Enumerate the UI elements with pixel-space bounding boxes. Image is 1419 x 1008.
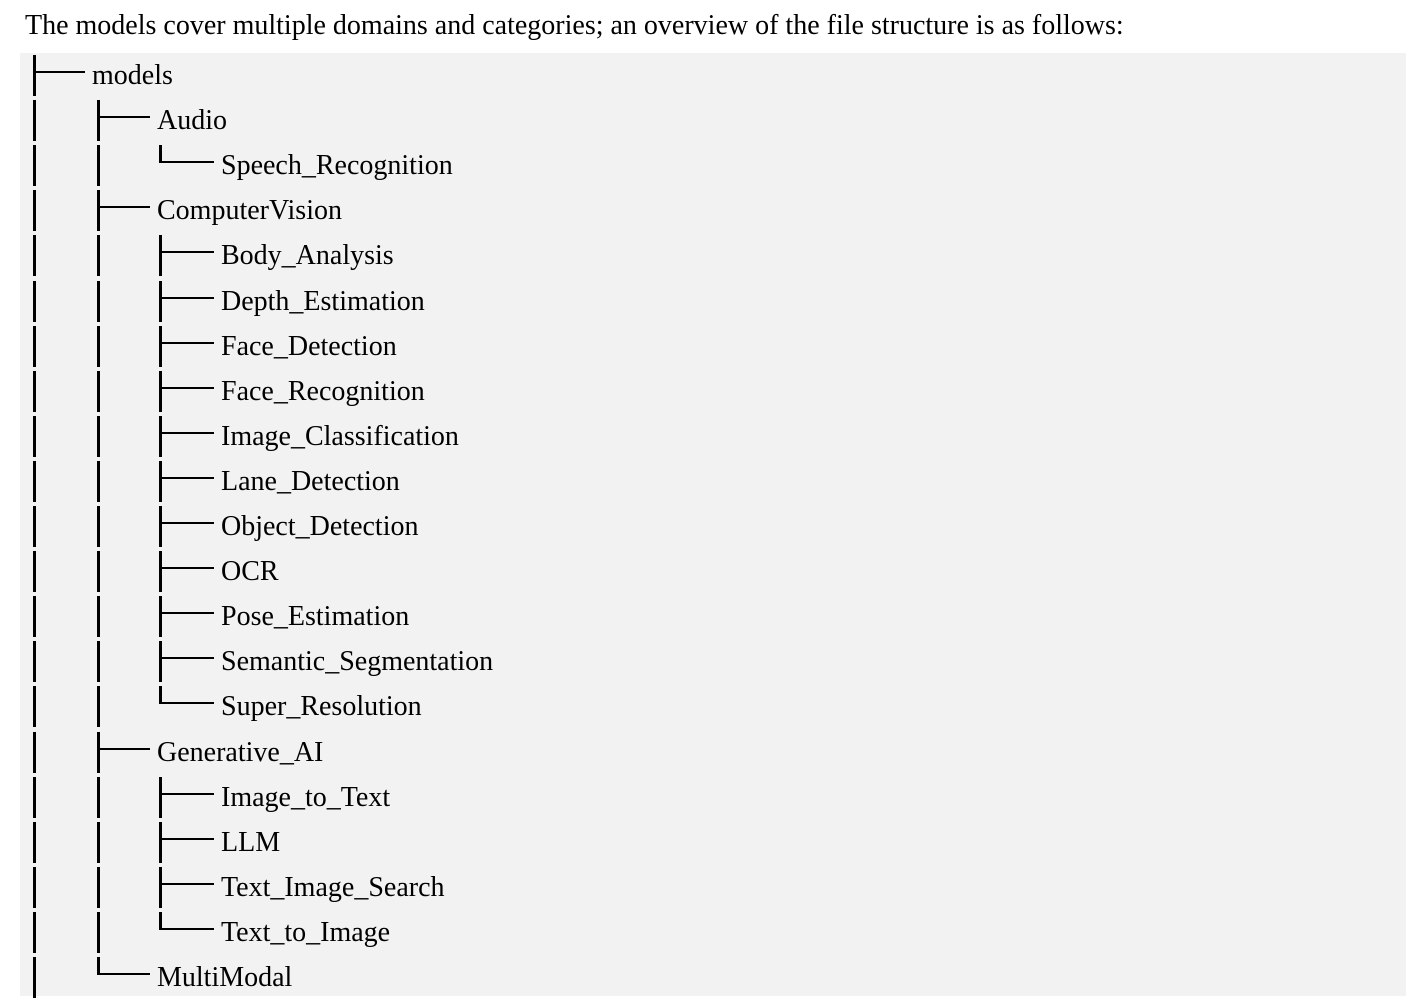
tree-guide-line	[97, 145, 100, 186]
tree-branch-line	[97, 190, 100, 231]
tree-row	[20, 865, 1406, 910]
tree-guide-line	[33, 100, 36, 141]
tree-folder-label: Generative_AI	[157, 736, 324, 768]
tree-row	[20, 955, 1406, 1000]
tree-branch-connector	[159, 567, 214, 569]
tree-row	[20, 233, 1406, 278]
tree-subfolder-label: Lane_Detection	[221, 465, 400, 497]
tree-guide-line	[33, 145, 36, 186]
tree-guide-line	[97, 461, 100, 502]
tree-subfolder-label: Face_Recognition	[221, 375, 425, 407]
tree-branch-connector	[159, 838, 214, 840]
tree-branch-line	[159, 326, 162, 367]
tree-guide-line	[97, 777, 100, 818]
tree-root-label: models	[92, 60, 173, 91]
tree-guide-line	[33, 641, 36, 682]
tree-guide-line	[33, 596, 36, 637]
tree-branch-connector	[97, 206, 150, 208]
tree-branch-connector	[159, 522, 214, 524]
tree-guide-line	[33, 822, 36, 863]
tree-subfolder-label: LLM	[221, 826, 281, 858]
tree-branch-line	[159, 596, 162, 637]
tree-row	[20, 594, 1406, 639]
tree-guide-line	[97, 686, 100, 727]
tree-guide-line	[33, 551, 36, 592]
tree-branch-line	[159, 686, 162, 703]
tree-guide-line	[97, 641, 100, 682]
tree-guide-line	[33, 686, 36, 727]
tree-row	[20, 639, 1406, 684]
tree-branch-line	[159, 867, 162, 908]
tree-row	[20, 324, 1406, 369]
tree-subfolder-label: Depth_Estimation	[221, 285, 425, 317]
tree-branch-connector	[159, 657, 214, 659]
tree-branch-line	[97, 100, 100, 141]
tree-branch-line	[159, 235, 162, 276]
tree-branch-line	[159, 551, 162, 592]
tree-subfolder-label: Object_Detection	[221, 511, 419, 542]
tree-row	[20, 910, 1406, 955]
tree-branch-connector	[159, 928, 214, 930]
tree-guide-line	[97, 822, 100, 863]
tree-row	[20, 504, 1406, 549]
tree-branch-connector	[159, 793, 214, 795]
tree-branch-line	[159, 281, 162, 322]
tree-guide-line	[33, 732, 36, 773]
tree-branch-connector	[159, 477, 214, 479]
tree-guide-line	[97, 235, 100, 276]
tree-row	[20, 730, 1406, 775]
tree-branch-connector	[159, 297, 214, 299]
tree-guide-line	[33, 235, 36, 276]
tree-branch-connector	[97, 973, 150, 975]
tree-branch-connector	[159, 702, 214, 704]
tree-row	[20, 98, 1406, 143]
tree-subfolder-label: Text_Image_Search	[221, 871, 445, 903]
tree-branch-line	[159, 822, 162, 863]
tree-branch-line	[159, 416, 162, 457]
tree-guide-line	[97, 416, 100, 457]
tree-guide-line	[33, 416, 36, 457]
tree-guide-line	[97, 506, 100, 547]
tree-row	[20, 684, 1406, 729]
tree-branch-connector	[97, 116, 150, 118]
tree-branch-line	[159, 777, 162, 818]
tree-guide-line	[33, 190, 36, 231]
tree-subfolder-label: Image_Classification	[221, 420, 459, 452]
tree-guide-line	[33, 281, 36, 322]
tree-subfolder-label: Text_to_Image	[221, 916, 391, 948]
tree-folder-label: Audio	[157, 105, 227, 137]
tree-branch-line	[159, 506, 162, 547]
tree-guide-line	[33, 957, 36, 998]
tree-subfolder-label: Speech_Recognition	[221, 150, 453, 182]
tree-row	[20, 414, 1406, 459]
tree-folder-label: ComputerVision	[157, 195, 342, 227]
tree-branch-connector	[97, 748, 150, 750]
tree-guide-line	[97, 371, 100, 412]
tree-row	[20, 775, 1406, 820]
tree-branch-connector	[159, 387, 214, 389]
file-tree	[20, 53, 1406, 996]
tree-folder-label: MultiModal	[157, 962, 293, 993]
tree-branch-connector	[159, 612, 214, 614]
tree-guide-line	[33, 461, 36, 502]
tree-guide-line	[33, 867, 36, 908]
tree-subfolder-label: OCR	[221, 556, 279, 588]
tree-guide-line	[33, 326, 36, 367]
tree-branch-connector	[159, 432, 214, 434]
tree-branch-line	[97, 732, 100, 773]
tree-branch-connector	[159, 883, 214, 885]
tree-branch-line	[97, 957, 100, 974]
tree-guide-line	[33, 506, 36, 547]
tree-guide-line	[97, 326, 100, 367]
tree-guide-line	[97, 867, 100, 908]
tree-subfolder-label: Pose_Estimation	[221, 601, 410, 633]
tree-row	[20, 820, 1406, 865]
tree-row	[20, 188, 1406, 233]
tree-branch-line	[159, 371, 162, 412]
tree-row	[20, 549, 1406, 594]
tree-row	[20, 143, 1406, 188]
tree-subfolder-label: Semantic_Segmentation	[221, 646, 494, 678]
tree-guide-line	[33, 912, 36, 953]
tree-subfolder-label: Body_Analysis	[221, 240, 394, 272]
intro-text: The models cover multiple domains and categories; an overview of the file structure is as follows:	[25, 10, 1124, 41]
tree-row	[20, 279, 1406, 324]
tree-guide-line	[97, 596, 100, 637]
tree-guide-line	[33, 777, 36, 818]
tree-guide-line	[33, 371, 36, 412]
tree-row	[20, 369, 1406, 414]
tree-row	[20, 459, 1406, 504]
tree-subfolder-label: Image_to_Text	[221, 781, 391, 813]
tree-guide-line	[97, 281, 100, 322]
tree-branch-connector	[33, 71, 85, 73]
tree-branch-connector	[159, 251, 214, 253]
tree-subfolder-label: Super_Resolution	[221, 691, 422, 723]
tree-branch-line	[159, 145, 162, 162]
tree-subfolder-label: Face_Detection	[221, 330, 397, 362]
tree-branch-line	[159, 461, 162, 502]
tree-guide-line	[97, 551, 100, 592]
tree-guide-line	[97, 912, 100, 953]
tree-branch-line	[159, 912, 162, 929]
tree-row	[20, 53, 1406, 98]
tree-branch-line	[159, 641, 162, 682]
tree-branch-connector	[159, 161, 214, 163]
tree-branch-connector	[159, 342, 214, 344]
tree-branch-line	[33, 55, 36, 96]
